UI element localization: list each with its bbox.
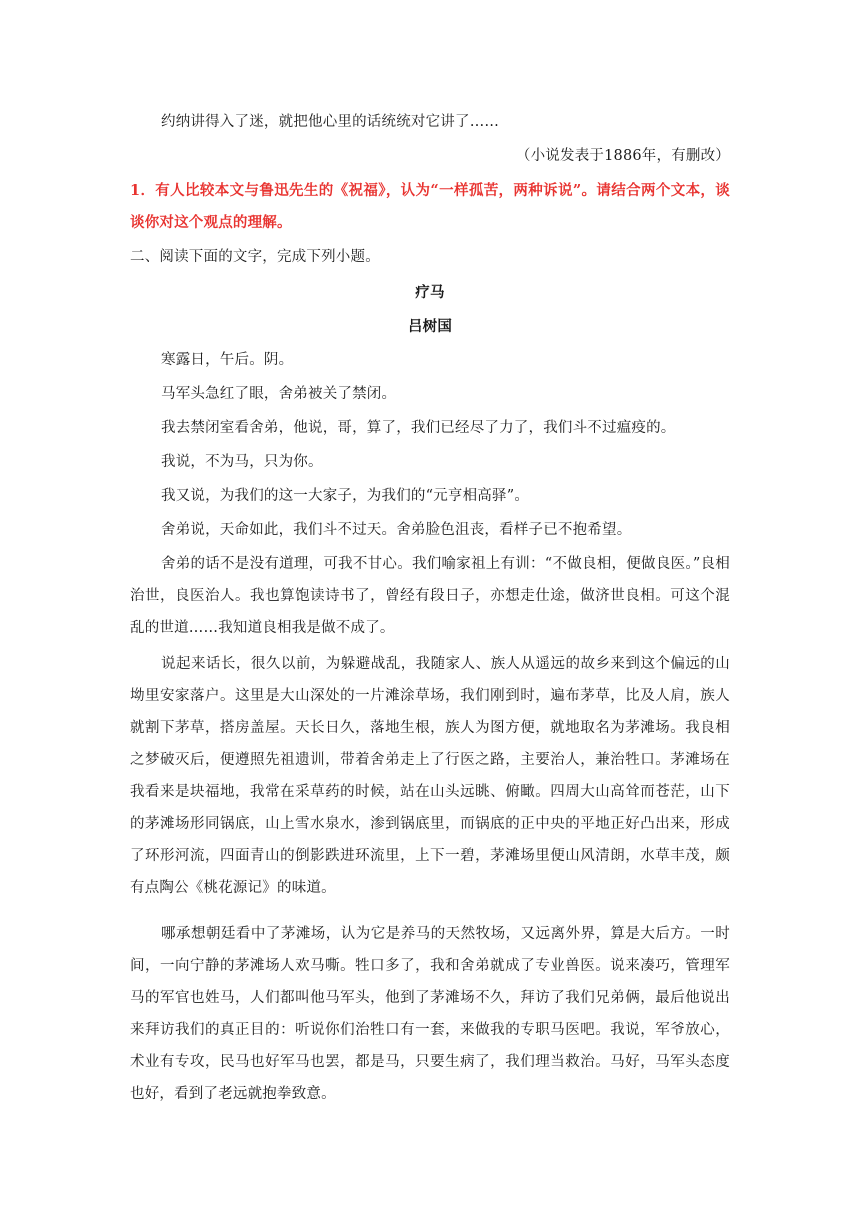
story-paragraph: 寒露日，午后。阴。 — [161, 352, 294, 368]
story-title: 疗马 — [415, 284, 445, 301]
story-paragraph: 我去禁闭室看舍弟，他说，哥，算了，我们已经尽了力了，我们斗不过瘟疫的。 — [161, 420, 676, 436]
story-paragraph: 我又说，为我们的这一大家子，为我们的“元亨相高驿”。 — [161, 488, 530, 504]
story-paragraph: 马军头急红了眼，舍弟被关了禁闭。 — [161, 386, 397, 402]
story-paragraph: 说起来话长，很久以前，为躲避战乱，我随家人、族人从遥远的故乡来到这个偏远的山坳里安家落户。这里是大山深处的一片滩涂草场，我们刚到时，遍布茅草，比及人肩，族人就割下茅草，搭房盖屋。天长日久，落地生根，族人为图方便，就地取名为茅滩场。我良相之梦破灭后，便遵照先祖遗训，带着舍弟走上了行医之路，主要治人，兼治牲口。茅滩场在我看来是块福地，我常在采草药的时候，站在山头远眺、俯瞰。四周大山高耸而苍茫，山下的茅滩场形同锅底，山上雪水泉水，渗到锅底里，而锅底的正中央的平地正好凸出来，形成了环形河流，四面青山的倒影跌进环流里，上下一碧，茅滩场里便山风清朗，水草丰茂，颇有点陶公《桃花源记》的味道。 — [130, 656, 730, 896]
question-1: 1．有人比较本文与鲁迅先生的《祝福》，认为“一样孤苦，两种诉说”。请结合两个文本，谈谈你对这个观点的理解。 — [130, 182, 730, 231]
story-paragraph: 哪承想朝廷看中了茅滩场，认为它是养马的天然牧场，又远离外界，算是大后方。一时间，一向宁静的茅滩场人欢马嘶。牲口多了，我和舍弟就成了专业兽医。说来凑巧，管理军马的军官也姓马，人们都叫他马军头，他到了茅滩场不久，拜访了我们兄弟俩，最后他说出来拜访我们的真正目的：听说你们治牲口有一套，来做我的专职马医吧。我说，军爷放心，术业有专攻，民马也好军马也罢，都是马，只要生病了，我们理当救治。马好，马军头态度也好，看到了老远就抱拳致意。 — [130, 926, 730, 1102]
story-paragraph: 我说，不为马，只为你。 — [161, 454, 323, 470]
story-paragraph: 舍弟的话不是没有道理，可我不甘心。我们喻家祖上有训：“不做良相，便做良医。”良相治世，良医治人。我也算饱读诗书了，曾经有段日子，亦想走仕途，做济世良相。可这个混乱的世道……我知道良相我是做不成了。 — [130, 556, 730, 636]
intro-line: 约纳讲得入了迷，就把他心里的话统统对它讲了…… — [161, 114, 500, 130]
source-note: （小说发表于1886年，有删改） — [515, 148, 730, 164]
story-author: 吕树国 — [407, 318, 453, 335]
story-paragraph: 舍弟说，天命如此，我们斗不过天。舍弟脸色沮丧，看样子已不抱希望。 — [161, 522, 632, 538]
section-2-heading: 二、阅读下面的文字，完成下列小题。 — [130, 249, 380, 265]
